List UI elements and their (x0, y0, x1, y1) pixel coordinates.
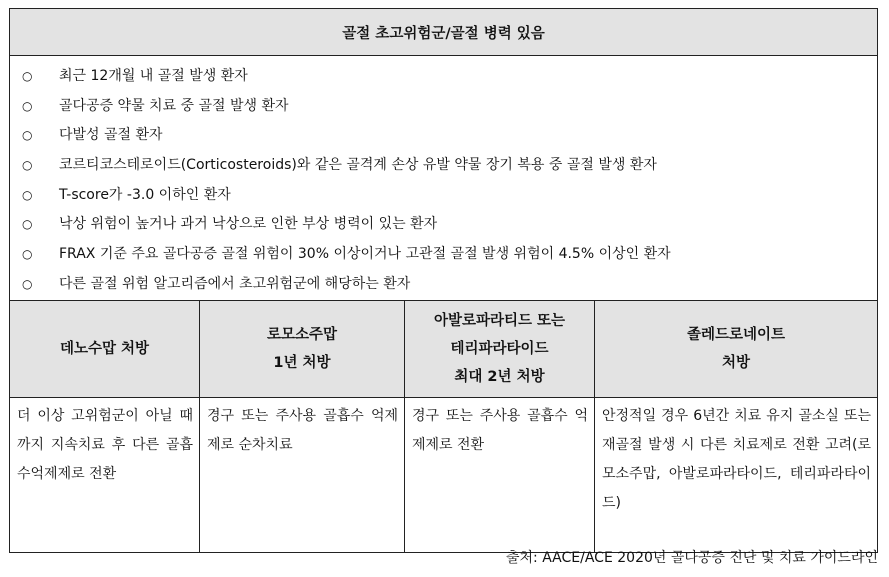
treatment-header-row (10, 300, 878, 397)
criteria-list (10, 56, 877, 300)
criteria-item (10, 151, 877, 181)
header-line: 아발로파라티드 또는 (433, 312, 566, 329)
treatment-header-abaloparatide (405, 300, 595, 397)
criteria-item (10, 270, 877, 300)
criteria-item (10, 181, 877, 211)
treatment-body-abaloparatide: 경구 또는 주사용 골흡수 억제제로 전환 (405, 397, 595, 552)
bullet-circle-icon: ○ (22, 187, 33, 202)
header-line: 졸레드로네이트 (686, 326, 786, 343)
header-line: 처방 (722, 354, 751, 371)
criteria-text: 다발성 골절 환자 (59, 127, 163, 144)
bullet-circle-icon: ○ (22, 276, 33, 291)
treatment-header-romosozumab (200, 300, 405, 397)
treatment-header-denosumab (10, 300, 200, 397)
bullet-circle-icon: ○ (22, 158, 33, 173)
criteria-item (10, 121, 877, 151)
criteria-item (10, 62, 877, 92)
header-line: 로모소주맙 (266, 326, 338, 343)
criteria-text: 코르티코스테로이드(Corticosteroids)와 같은 골격계 손상 유발 약물 장기 복용 중 골절 발생 환자 (59, 157, 657, 174)
criteria-item (10, 240, 877, 270)
criteria-item (10, 210, 877, 240)
treatment-body-denosumab: 더 이상 고위험군이 아닐 때까지 지속치료 후 다른 골흡수억제제로 전환 (10, 397, 200, 552)
header-line: 최대 2년 처방 (454, 368, 545, 385)
bullet-circle-icon: ○ (22, 98, 33, 113)
criteria-row (10, 56, 878, 301)
treatment-body-zoledronate: 안정적일 경우 6년간 치료 유지 골소실 또는 재골절 발생 시 다른 치료제로 전환 고려(로모소주맙, 아발로파라타이드, 테리파라타이드) (595, 397, 878, 552)
criteria-cell (10, 56, 878, 301)
criteria-text: 최근 12개월 내 골절 발생 환자 (59, 68, 248, 84)
criteria-text: FRAX 기준 주요 골다공증 골절 위험이 30% 이상이거나 고관절 골절 발생 위험이 4.5% 이상인 환자 (59, 246, 671, 263)
guideline-table (9, 8, 878, 553)
treatment-body-romosozumab: 경구 또는 주사용 골흡수 억제제로 순차치료 (200, 397, 405, 552)
header-line: 테리파라타이드 (450, 340, 549, 357)
criteria-text: 골다공증 약물 치료 중 골절 발생 환자 (59, 97, 289, 114)
treatment-body-row (10, 397, 878, 552)
criteria-text: 낙상 위험이 높거나 과거 낙상으로 인한 부상 병력이 있는 환자 (59, 216, 438, 233)
table-title: 골절 초고위험군/골절 병력 있음 (10, 9, 878, 56)
header-line: 1년 처방 (273, 354, 331, 371)
source-citation: 출처: AACE/ACE 2020년 골다공증 진단 및 치료 가이드라인 (506, 550, 878, 566)
bullet-circle-icon: ○ (22, 217, 33, 232)
criteria-text: 다른 골절 위험 알고리즘에서 초고위험군에 해당하는 환자 (59, 275, 411, 292)
guideline-table-container (9, 8, 877, 553)
header-line: 데노수맙 처방 (59, 340, 150, 357)
bullet-circle-icon: ○ (22, 69, 33, 83)
treatment-header-zoledronate (595, 300, 878, 397)
criteria-item (10, 92, 877, 122)
title-row (10, 9, 878, 56)
bullet-circle-icon: ○ (22, 128, 33, 143)
bullet-circle-icon: ○ (22, 247, 33, 262)
criteria-text: T-score가 -3.0 이하인 환자 (59, 186, 231, 203)
